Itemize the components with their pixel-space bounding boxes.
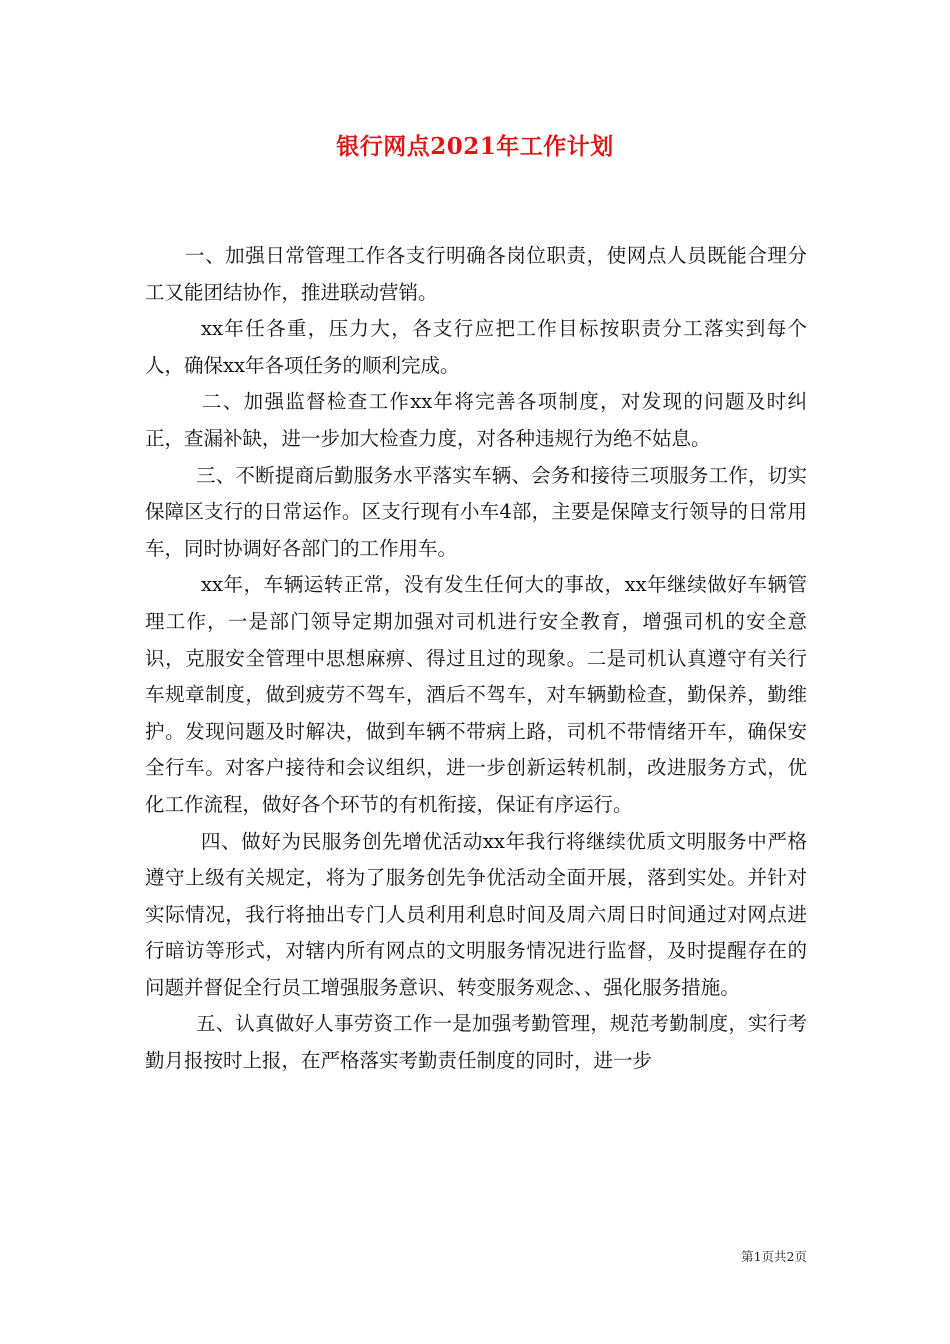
paragraph-4: 三、不断提商后勤服务水平落实车辆、会务和接待三项服务工作，切实保障区支行的日常运作。区支行现有小车4部，主要是保障支行领导的日常用车，同时协调好各部门的工作用车。 [145,463,807,560]
paragraph-5: xx年，车辆运转正常，没有发生任何大的事故，xx年继续做好车辆管理工作，一是部门领导定期加强对司机进行安全教育，增强司机的安全意识，克服安全管理中思想麻痹、得过且过的现象。二是司机认真遵守有关行车规章制度，做到疲劳不驾车，酒后不驾车，对车辆勤检查，勤保养，勤维护。发现问题及时解决，做到车辆不带病上路，司机不带情绪开车，确保安全行车。对客户接待和会议组织，进一步创新运转机制，改进服务方式，优化工作流程，做好各个环节的有机衔接，保证有序运行。 [145,573,807,816]
paragraph-6: 四、做好为民服务创先增优活动xx年我行将继续优质文明服务中严格遵守上级有关规定，将为了服务创先争优活动全面开展，落到实处。并针对实际情况，我行将抽出专门人员利用利息时间及周六周日时间通过对网点进行暗访等形式，对辖内所有网点的文明服务情况进行监督，及时提醒存在的问题并督促全行员工增强服务意识、转变服务观念、、强化服务措施。 [145,829,807,999]
paragraph-7: 五、认真做好人事劳资工作一是加强考勤管理，规范考勤制度，实行考勤月报按时上报，在严格落实考勤责任制度的同时，进一步 [145,1012,807,1073]
document-body [145,238,807,1080]
page-number: 第1页共2页 [741,1249,807,1264]
paragraph-3: 二、加强监督检查工作xx年将完善各项制度，对发现的问题及时纠正，查漏补缺，进一步加大检查力度，对各种违规行为绝不姑息。 [145,390,807,450]
document-title: 银行网点2021年工作计划 [336,133,614,160]
paragraph-1: 一、加强日常管理工作各支行明确各岗位职责，使网点人员既能合理分工又能团结协作，推进联动营销。 [145,244,807,304]
paragraph-2: xx年任各重，压力大，各支行应把工作目标按职责分工落实到每个人，确保xx年各项任务的顺利完成。 [145,317,807,377]
